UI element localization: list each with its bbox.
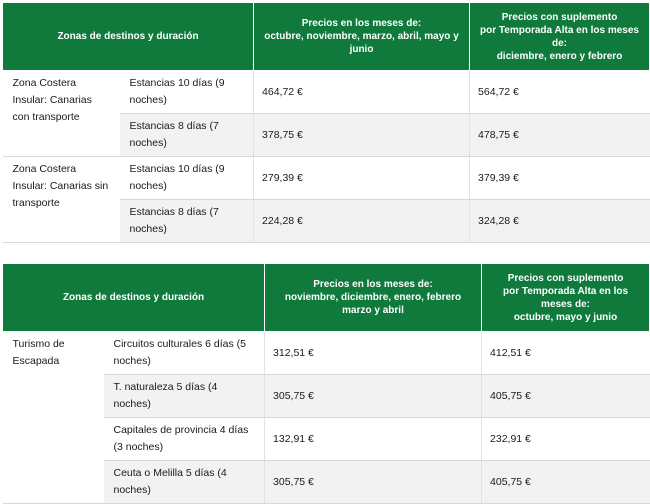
duration-cell: Estancias 10 días (9 noches) [120, 157, 254, 200]
header-precio-temporada-alta: Precios con suplemento por Temporada Alta en los meses de: octubre, mayo y junio [482, 264, 650, 332]
duration-cell: Estancias 10 días (9 noches) [120, 71, 254, 114]
header-precio-temporada-alta: Precios con suplemento por Temporada Alta en los meses de: diciembre, enero y febrero [470, 3, 650, 71]
zone-cell: Zona Costera Insular: Canarias sin transporte [3, 157, 120, 243]
price-cell: 224,28 € [254, 200, 470, 243]
price-table-escapada [2, 263, 650, 504]
header-zonas: Zonas de destinos y duración [3, 3, 254, 71]
zone-cell: Turismo de Escapada [3, 332, 104, 504]
price-high-cell: 324,28 € [470, 200, 650, 243]
price-cell: 378,75 € [254, 114, 470, 157]
duration-cell: T. naturaleza 5 días (4 noches) [104, 375, 265, 418]
price-cell: 132,91 € [265, 418, 482, 461]
price-high-cell: 412,51 € [482, 332, 650, 375]
price-cell: 305,75 € [265, 375, 482, 418]
duration-cell: Estancias 8 días (7 noches) [120, 114, 254, 157]
price-cell: 312,51 € [265, 332, 482, 375]
duration-cell: Estancias 8 días (7 noches) [120, 200, 254, 243]
price-table-canarias [2, 2, 650, 243]
price-cell: 279,39 € [254, 157, 470, 200]
header-precio: Precios en los meses de: noviembre, diciembre, enero, febrero marzo y abril [265, 264, 482, 332]
zone-cell: Zona Costera Insular: Canarias con transporte [3, 71, 120, 157]
duration-cell: Capitales de provincia 4 días (3 noches) [104, 418, 265, 461]
duration-cell: Ceuta o Melilla 5 días (4 noches) [104, 461, 265, 504]
duration-cell: Circuitos culturales 6 días (5 noches) [104, 332, 265, 375]
header-precio: Precios en los meses de: octubre, noviembre, marzo, abril, mayo y junio [254, 3, 470, 71]
price-cell: 464,72 € [254, 71, 470, 114]
price-high-cell: 379,39 € [470, 157, 650, 200]
price-high-cell: 405,75 € [482, 461, 650, 504]
price-high-cell: 405,75 € [482, 375, 650, 418]
price-high-cell: 564,72 € [470, 71, 650, 114]
price-high-cell: 478,75 € [470, 114, 650, 157]
header-zonas: Zonas de destinos y duración [3, 264, 265, 332]
price-cell: 305,75 € [265, 461, 482, 504]
price-high-cell: 232,91 € [482, 418, 650, 461]
